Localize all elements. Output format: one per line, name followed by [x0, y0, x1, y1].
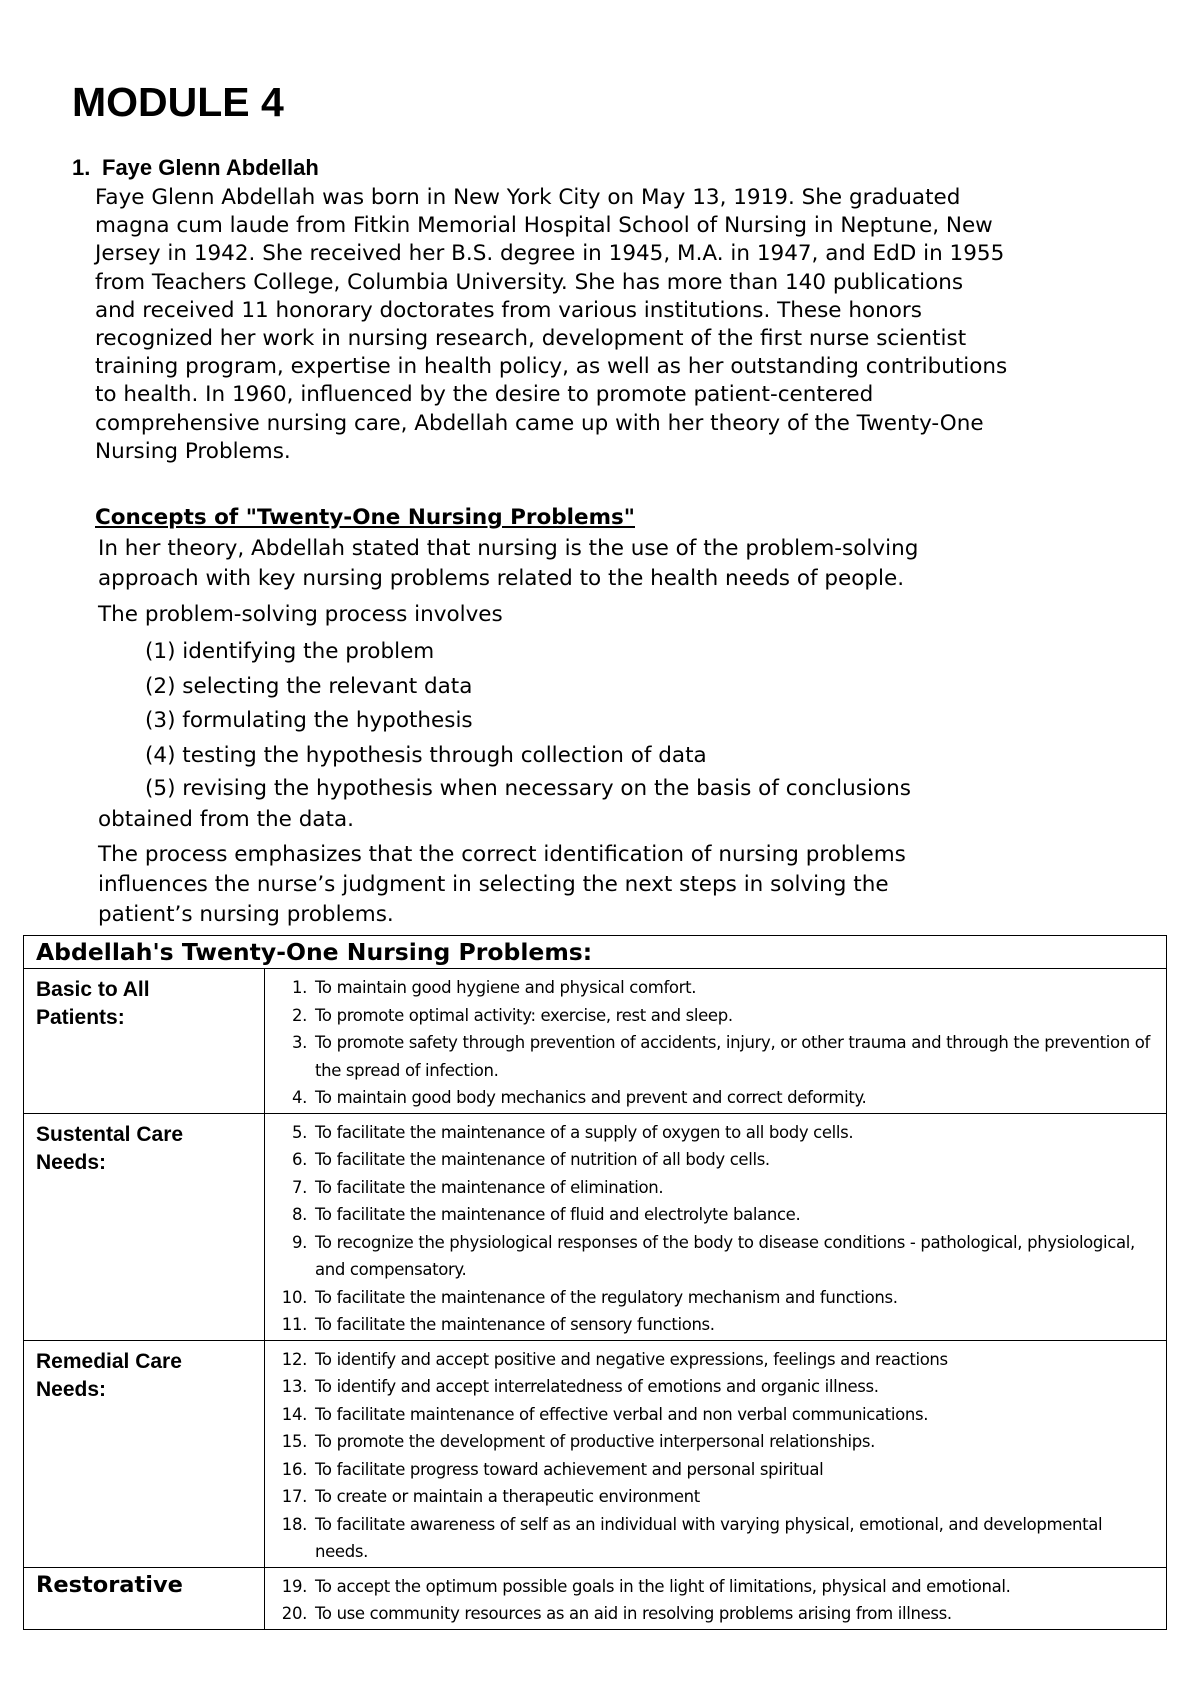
list-item	[265, 1456, 1158, 1484]
item-text: To promote the development of productive interpersonal relationships.	[315, 1432, 876, 1451]
list-item	[265, 1029, 1158, 1084]
bio-line: recognized her work in nursing research, development of the first nurse scientist	[95, 326, 967, 352]
category-label: Sustental Care	[36, 1122, 184, 1146]
item-number: 13.	[281, 1377, 307, 1396]
category-cell	[24, 1113, 265, 1340]
item-text: To facilitate the maintenance of the regulatory mechanism and functions.	[315, 1287, 898, 1307]
items-cell	[265, 1567, 1167, 1629]
item-number: 2.	[291, 1005, 307, 1025]
item-number: 6.	[291, 1150, 307, 1169]
item-number: 15.	[281, 1432, 307, 1451]
list-item	[265, 1483, 1158, 1511]
item-text: To facilitate progress toward achievement and personal spiritual	[315, 1459, 824, 1479]
list-item	[265, 1573, 1158, 1601]
category-label: Restorative	[36, 1571, 183, 1598]
category-cell	[24, 1567, 265, 1629]
concepts-heading: Concepts of "Twenty-One Nursing Problems"	[95, 505, 635, 530]
process-step-5-line2: obtained from the data.	[98, 807, 354, 833]
emphasis-line: influences the nurse’s judgment in selecting the next steps in solving the	[98, 872, 889, 897]
item-number: 14.	[281, 1404, 307, 1424]
item-number: 4.	[291, 1088, 307, 1107]
section-heading-text: Faye Glenn Abdellah	[102, 155, 319, 180]
item-number: 12.	[281, 1349, 307, 1369]
bio-line: comprehensive nursing care, Abdellah came up with her theory of the Twenty-One	[95, 410, 984, 436]
item-number: 5.	[291, 1122, 307, 1142]
item-number: 1.	[291, 978, 307, 997]
intro-line: In her theory, Abdellah stated that nursing is the use of the problem-solving	[98, 536, 919, 561]
item-number: 17.	[281, 1487, 307, 1506]
list-item	[265, 1002, 1158, 1030]
category-label: Basic to All	[36, 978, 150, 1001]
item-text: To facilitate maintenance of effective verbal and non verbal communications.	[315, 1404, 929, 1424]
list-item	[265, 1119, 1158, 1147]
list-item	[265, 1373, 1158, 1401]
item-number: 3.	[291, 1033, 307, 1052]
table-title: Abdellah's Twenty-One Nursing Problems:	[24, 936, 1167, 969]
item-number: 16.	[281, 1459, 307, 1479]
list-item	[265, 1174, 1158, 1202]
item-text: To facilitate the maintenance of elimination.	[315, 1177, 664, 1197]
item-text: To use community resources as an aid in resolving problems arising from illness.	[315, 1604, 952, 1623]
item-number: 11.	[281, 1315, 307, 1334]
intro-line: approach with key nursing problems related to the health needs of people.	[98, 566, 905, 591]
category-cell	[24, 969, 265, 1114]
list-item	[265, 1346, 1158, 1374]
list-item	[265, 1401, 1158, 1429]
item-text: To create or maintain a therapeutic environment	[315, 1487, 700, 1506]
table-row	[24, 1567, 1167, 1629]
item-text: To recognize the physiological responses of the body to disease conditions - pathological, physiological, and compensatory.	[315, 1232, 1135, 1279]
category-label: Remedial Care	[36, 1349, 182, 1373]
module-title: MODULE 4	[72, 79, 284, 125]
biography-paragraph	[95, 184, 1155, 466]
items-cell	[265, 1340, 1167, 1567]
item-text: To facilitate awareness of self as an individual with varying physical, emotional, and developmental needs.	[315, 1514, 1103, 1561]
table-title-row	[24, 936, 1167, 969]
item-text: To facilitate the maintenance of fluid and electrolyte balance.	[315, 1205, 801, 1224]
problem-list	[265, 1568, 1166, 1629]
item-text: To promote optimal activity: exercise, rest and sleep.	[315, 1005, 733, 1025]
process-steps-list	[98, 635, 1098, 835]
process-step: (2) selecting the relevant data	[145, 673, 473, 699]
item-text: To maintain good hygiene and physical comfort.	[315, 978, 697, 997]
concepts-intro	[98, 534, 1098, 594]
item-number: 20.	[281, 1604, 307, 1623]
section-number: 1.	[72, 155, 91, 180]
process-step	[98, 773, 1098, 835]
table-row	[24, 1340, 1167, 1567]
process-step-5-line1: (5) revising the hypothesis when necessary on the basis of conclusions	[145, 776, 911, 802]
process-step: (4) testing the hypothesis through collection of data	[145, 742, 707, 768]
item-text: To accept the optimum possible goals in the light of limitations, physical and emotional.	[315, 1576, 1011, 1596]
bio-line: training program, expertise in health policy, as well as her outstanding contributions	[95, 354, 1008, 380]
problem-list	[265, 1114, 1166, 1340]
item-number: 7.	[291, 1177, 307, 1197]
bio-line: to health. In 1960, influenced by the desire to promote patient-centered	[95, 382, 874, 408]
item-number: 19.	[281, 1576, 307, 1596]
emphasis-line: The process emphasizes that the correct identification of nursing problems	[98, 842, 906, 867]
list-item	[265, 1201, 1158, 1229]
bio-line: Jersey in 1942. She received her B.S. degree in 1945, M.A. in 1947, and EdD in 1955	[95, 241, 1005, 267]
bio-line: from Teachers College, Columbia University. She has more than 140 publications	[95, 269, 964, 295]
list-item	[265, 1311, 1158, 1339]
table-row	[24, 969, 1167, 1114]
item-number: 10.	[281, 1287, 307, 1307]
bio-line: Nursing Problems.	[95, 438, 291, 464]
bio-line: Faye Glenn Abdellah was born in New York City on May 13, 1919. She graduated	[95, 185, 961, 210]
category-cell	[24, 1340, 265, 1567]
nursing-problems-table	[23, 935, 1167, 1630]
item-text: To promote safety through prevention of accidents, injury, or other trauma and through the prevention of the spread of infection.	[315, 1033, 1150, 1080]
category-label: Needs:	[36, 1150, 107, 1174]
item-number: 8.	[291, 1205, 307, 1224]
bio-line: magna cum laude from Fitkin Memorial Hospital School of Nursing in Neptune, New	[95, 213, 993, 239]
emphasis-line: patient’s nursing problems.	[98, 902, 394, 927]
section-heading	[72, 155, 319, 181]
list-item	[265, 974, 1158, 1002]
process-intro: The problem-solving process involves	[98, 602, 503, 627]
process-step: (1) identifying the problem	[145, 639, 435, 664]
item-number: 18.	[281, 1514, 307, 1534]
items-cell	[265, 969, 1167, 1114]
list-item	[265, 1084, 1158, 1112]
list-item	[265, 1146, 1158, 1174]
item-text: To facilitate the maintenance of a supply of oxygen to all body cells.	[315, 1122, 854, 1142]
item-text: To facilitate the maintenance of sensory functions.	[315, 1315, 715, 1334]
process-step: (3) formulating the hypothesis	[145, 708, 473, 734]
problem-list	[265, 1341, 1166, 1567]
item-text: To identify and accept positive and negative expressions, feelings and reactions	[315, 1349, 948, 1369]
list-item	[265, 1284, 1158, 1312]
list-item	[265, 1600, 1158, 1628]
problem-list	[265, 969, 1166, 1113]
item-text: To maintain good body mechanics and prevent and correct deformity.	[315, 1088, 867, 1107]
item-number: 9.	[291, 1232, 307, 1252]
list-item	[265, 1428, 1158, 1456]
item-text: To identify and accept interrelatedness of emotions and organic illness.	[315, 1377, 879, 1396]
category-label: Patients:	[36, 1006, 125, 1029]
process-emphasis	[98, 840, 1098, 930]
list-item	[265, 1229, 1158, 1284]
bio-line: and received 11 honorary doctorates from various institutions. These honors	[95, 297, 922, 323]
items-cell	[265, 1113, 1167, 1340]
table-row	[24, 1113, 1167, 1340]
list-item	[265, 1511, 1158, 1566]
item-text: To facilitate the maintenance of nutrition of all body cells.	[315, 1150, 770, 1169]
category-label: Needs:	[36, 1377, 107, 1401]
